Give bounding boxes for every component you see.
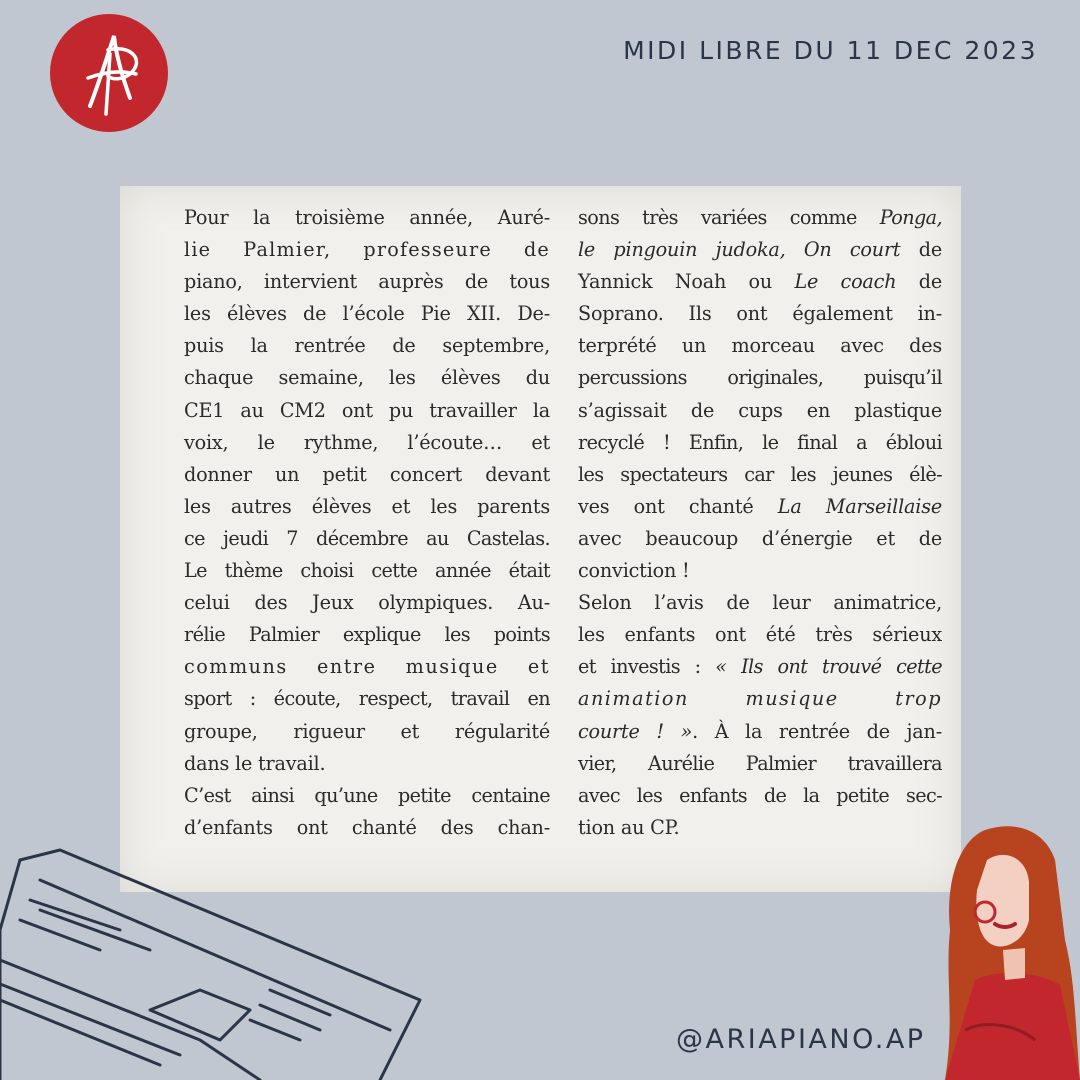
- article-line: les autres élèves et les parents: [184, 494, 550, 518]
- article-line: celui des Jeux olympiques. Au-: [184, 591, 550, 615]
- article-line: Le thème choisi cette année était: [184, 559, 550, 583]
- article-line: Selon l’avis de leur animatrice,: [578, 591, 942, 615]
- article-line: piano, intervient auprès de tous: [184, 270, 550, 294]
- article-line: s’agissait de cups en plastique: [578, 398, 942, 422]
- article-line: ves ont chanté La Marseillaise: [578, 494, 942, 518]
- article-line: terprété un morceau avec des: [578, 334, 942, 358]
- article-line: sport : écoute, respect, travail en: [184, 687, 550, 711]
- article-line: les enfants ont été très sérieux: [578, 623, 942, 647]
- article-line: lie Palmier, professeure de: [184, 238, 550, 262]
- article-line: percussions originales, puisqu’il: [578, 366, 942, 390]
- article-line: rélie Palmier explique les points: [184, 623, 550, 647]
- article-column-1: [184, 202, 550, 844]
- article-line: Soprano. Ils ont également in-: [578, 302, 942, 326]
- article-line: recyclé ! Enfin, le final a ébloui: [578, 430, 942, 454]
- article-line: ce jeudi 7 décembre au Castelas.: [184, 526, 550, 550]
- article-line: et investis : « Ils ont trouvé cette: [578, 655, 942, 679]
- brand-logo: [50, 14, 168, 132]
- article-line: donner un petit concert devant: [184, 462, 550, 486]
- article-line: groupe, rigueur et régularité: [184, 719, 550, 743]
- article-line: C’est ainsi qu’une petite centaine: [184, 783, 550, 807]
- article-line: communs entre musique et: [184, 655, 550, 679]
- article-line: courte ! ». À la rentrée de jan-: [578, 719, 942, 743]
- article-line: Yannick Noah ou Le coach de: [578, 270, 942, 294]
- article-line: avec beaucoup d’énergie et de: [578, 526, 942, 550]
- newspaper-icon: [0, 840, 440, 1080]
- article-line: sons très variées comme Ponga,: [578, 206, 942, 229]
- article-line: conviction !: [578, 559, 690, 583]
- article-line: Pour la troisième année, Auré-: [184, 206, 550, 229]
- article-column-2: [578, 202, 942, 844]
- article-line: voix, le rythme, l’écoute… et: [184, 430, 550, 454]
- article-line: CE1 au CM2 ont pu travailler la: [184, 398, 550, 422]
- article-line: le pingouin judoka, On court de: [578, 238, 943, 262]
- article-line: les élèves de l’école Pie XII. De-: [184, 302, 550, 326]
- article-line: les spectateurs car les jeunes élè-: [578, 462, 942, 486]
- article-line: puis la rentrée de septembre,: [184, 334, 550, 358]
- article-line: tion au CP.: [578, 815, 680, 839]
- publication-title: MIDI LIBRE DU 11 DEC 2023: [623, 36, 1038, 65]
- article-line: vier, Aurélie Palmier travaillera: [578, 751, 942, 775]
- article-line: d’enfants ont chanté des chan-: [184, 815, 550, 839]
- article-line: dans le travail.: [184, 751, 326, 775]
- woman-illustration-icon: [925, 820, 1080, 1080]
- instagram-handle[interactable]: @ARIAPIANO.AP: [676, 1024, 926, 1055]
- article-line: chaque semaine, les élèves du: [184, 366, 550, 390]
- article-line: animation musique trop: [578, 687, 942, 711]
- newspaper-clipping: [120, 186, 961, 892]
- article-line: avec les enfants de la petite sec-: [578, 783, 942, 807]
- ap-monogram-icon: [50, 14, 168, 132]
